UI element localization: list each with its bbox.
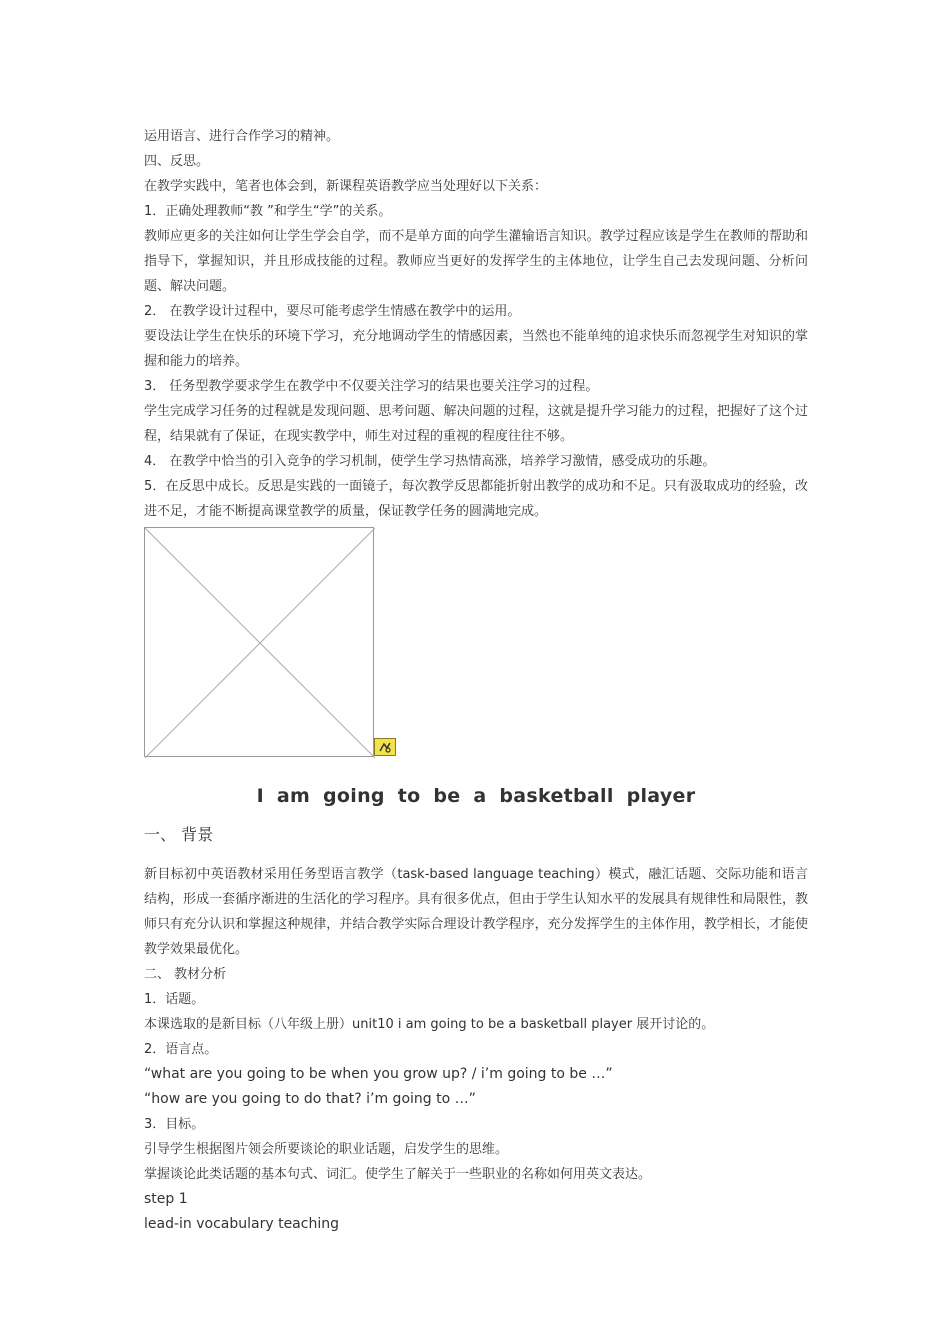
broken-image-icon: [374, 738, 396, 756]
goal-line-2: 掌握谈论此类话题的基本句式、词汇。使学生了解关于一些职业的名称如何用英文表达。: [144, 1167, 652, 1182]
image-placeholder: [144, 527, 808, 767]
point-2-title: 2． 在教学设计过程中，要尽可能考虑学生情感在教学中的运用。: [144, 304, 521, 319]
goal-line-1: 引导学生根据图片领会所要谈论的职业话题，启发学生的思维。: [144, 1142, 509, 1157]
topic-heading: 1．话题。: [144, 992, 205, 1007]
section-heading-background: 一、 背景: [144, 825, 214, 844]
goal-heading: 3．目标。: [144, 1117, 205, 1132]
missing-image-frame: [144, 527, 374, 757]
background-body: 新目标初中英语教材采用任务型语言教学（task-based language teaching）模式，融汇话题、交际功能和语言结构，形成一套循序渐进的生活化的学习程序。具有很多优点，但由于学生认知水平的发展具有规律性和局限性，教师只有充分认识和掌握这种规律，并结合教学实际合理设计教学程序，充分发挥学生的主体作用，教学相长，才能使教学效果最优化。: [144, 867, 808, 957]
section-heading-reflection: 四、反思。: [144, 154, 210, 169]
language-point-1: “what are you going to be when you grow up? / i’m going to be …”: [144, 1066, 613, 1082]
section-heading-analysis: 二、 教材分析: [144, 967, 227, 982]
image-cross-lines: [145, 528, 375, 758]
text-line: 在教学实践中，笔者也体会到，新课程英语教学应当处理好以下关系：: [144, 179, 548, 194]
topic-body: 本课选取的是新目标（八年级上册）unit10 i am going to be a basketball player 展开讨论的。: [144, 1017, 715, 1032]
lesson-title: I am going to be a basketball player: [256, 785, 696, 807]
document-page: [144, 124, 808, 1237]
point-4: 4． 在教学中恰当的引入竞争的学习机制，使学生学习热情高涨，培养学习激情，感受成功的乐趣。: [144, 454, 716, 469]
point-1-title: 1．正确处理教师“教 ”和学生“学”的关系。: [144, 204, 392, 219]
point-3-body: 学生完成学习任务的过程就是发现问题、思考问题、解决问题的过程，这就是提升学习能力的过程，把握好了这个过程，结果就有了保证，在现实教学中，师生对过程的重视的程度往往不够。: [144, 404, 808, 444]
text-line: 运用语言、进行合作学习的精神。: [144, 129, 340, 144]
point-1-body: 教师应更多的关注如何让学生学会自学，而不是单方面的向学生灌输语言知识。教学过程应该是学生在教师的帮助和指导下，掌握知识，并且形成技能的过程。教师应当更好的发挥学生的主体地位，让学生自己去发现问题、分析问题、解决问题。: [144, 229, 808, 294]
language-point-2: “how are you going to do that? i’m going to …”: [144, 1091, 476, 1107]
point-2-body: 要设法让学生在快乐的环境下学习，充分地调动学生的情感因素，当然也不能单纯的追求快乐而忽视学生对知识的掌握和能力的培养。: [144, 329, 808, 369]
step-description: lead-in vocabulary teaching: [144, 1216, 339, 1232]
step-label: step 1: [144, 1191, 188, 1207]
point-5: 5．在反思中成长。反思是实践的一面镜子，每次教学反思都能折射出教学的成功和不足。只有汲取成功的经验，改进不足，才能不断提高课堂教学的质量，保证教学任务的圆满地完成。: [144, 479, 808, 519]
language-points-heading: 2．语言点。: [144, 1042, 218, 1057]
point-3-title: 3． 任务型教学要求学生在教学中不仅要关注学习的结果也要关注学习的过程。: [144, 379, 599, 394]
